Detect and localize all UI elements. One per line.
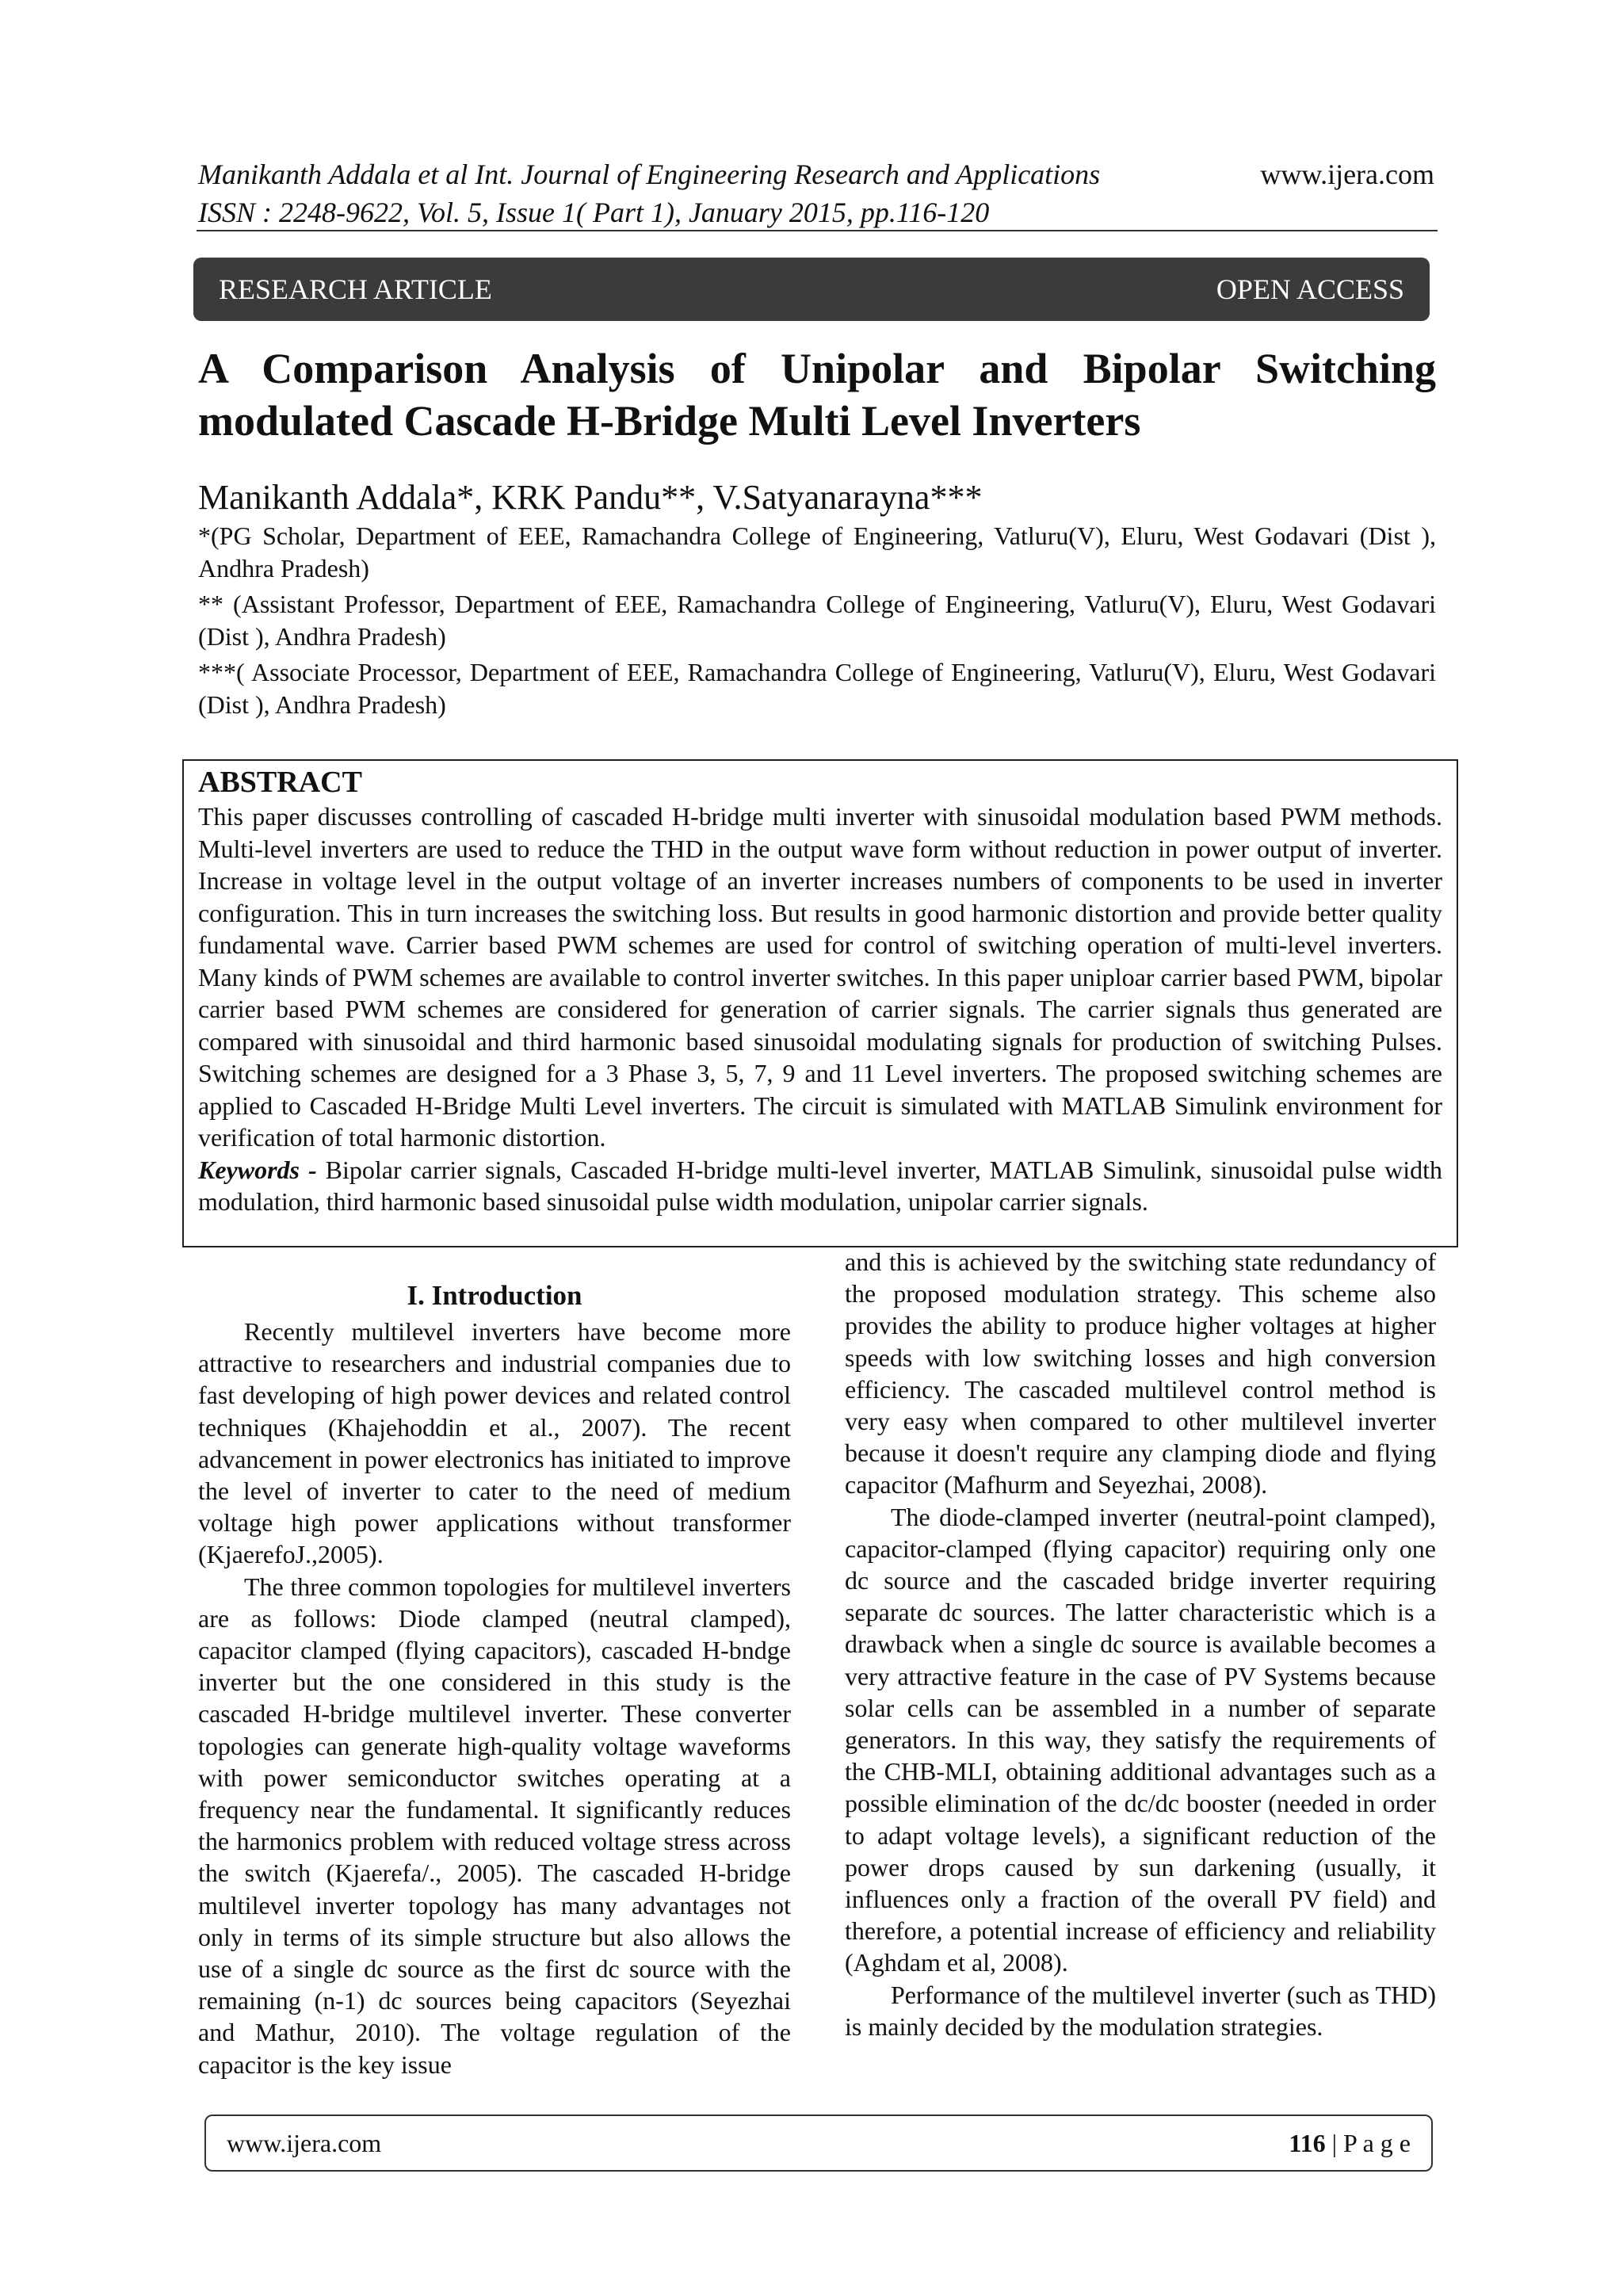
affiliations (198, 520, 1436, 724)
header-website[interactable]: www.ijera.com (1260, 159, 1434, 190)
right-column (845, 1246, 1436, 2042)
author-list: Manikanth Addala*, KRK Pandu**, V.Satyanarayna*** (198, 478, 983, 517)
article-type-banner (193, 258, 1430, 321)
affiliation-3: ***( Associate Processor, Department of EEE, Ramachandra College of Engineering, Vatluru(V), Eluru, West Godavari (Dist ), Andhra Pradesh) (198, 658, 1436, 719)
open-access-label: OPEN ACCESS (1216, 273, 1404, 305)
keywords-label: Keywords - (198, 1155, 317, 1184)
page-label: | P a g e (1325, 2128, 1411, 2157)
keywords-text: Bipolar carrier signals, Cascaded H-bridge multi-level inverter, MATLAB Simulink, sinusoidal pulse width modulation, third harmonic based sinusoidal pulse width modulation, unipolar carrier signals. (198, 1155, 1443, 1216)
paragraph: Recently multilevel inverters have become more attractive to researchers and industrial companies due to fast developing of high power devices and related control techniques (Khajehoddin et al., 2007). The recent advancement in power electronics has initiated to improve the level of inverter to cater to the need of medium voltage high power applications without transformer (KjaerefoJ.,2005). (198, 1317, 791, 1569)
page-number: 116 (1289, 2128, 1326, 2157)
running-header (198, 155, 1100, 231)
affiliation-2: ** (Assistant Professor, Department of EEE, Ramachandra College of Engineering, Vatluru(V), Eluru, West Godavari (Dist ), Andhra Pradesh) (198, 590, 1436, 651)
abstract-box (182, 759, 1458, 1247)
affiliation-1: *(PG Scholar, Department of EEE, Ramachandra College of Engineering, Vatluru(V), Eluru, West Godavari (Dist ), Andhra Pradesh) (198, 521, 1436, 583)
footer-website[interactable]: www.ijera.com (227, 2128, 382, 2157)
left-column (198, 1278, 791, 2080)
journal-line: Manikanth Addala et al Int. Journal of Engineering Research and Applications (198, 159, 1101, 190)
abstract-text: This paper discusses controlling of cascaded H-bridge multi inverter with sinusoidal modulation based PWM methods. Multi-level inverters are used to reduce the THD in the output wave form without reduction in power output of inverter. Increase in voltage level in the output voltage of an inverter increases numbers of components to be used in inverter configuration. This in turn increases the switching loss. But results in good harmonic distortion and provide better quality fundamental wave. Carrier based PWM schemes are used for control of switching operation of multi-level inverters. Many kinds of PWM schemes are available to control inverter switches. In this paper uniploar carrier based PWM, bipolar carrier based PWM schemes are considered for generation of carrier signals. The carrier signals thus generated are compared with sinusoidal and third harmonic based sinusoidal modulating signals for production of switching Pulses. Switching schemes are designed for a 3 Phase 3, 5, 7, 9 and 11 Level inverters. The proposed switching schemes are applied to Cascaded H-Bridge Multi Level inverters. The circuit is simulated with MATLAB Simulink environment for verification of total harmonic distortion. (198, 802, 1442, 1152)
paper-title: A Comparison Analysis of Unipolar and Bipolar Switching modulated Cascade H-Bridge Multi Level Inverters (198, 345, 1436, 445)
paragraph: The three common topologies for multilevel inverters are as follows: Diode clamped (neutral clamped), capacitor clamped (flying capacitors), cascaded H-bndge inverter but the one considered in this study is the cascaded H-bridge multilevel inverter. These converter topologies can generate high-quality voltage waveforms with power semiconductor switches operating at a frequency near the fundamental. It significantly reduces the harmonics problem with reduced voltage stress across the switch (Kjaerefa/., 2005). The cascaded H-bridge multilevel inverter topology has many advantages not only in terms of its simple structure but also allows the use of a single dc source as the first dc source with the remaining (n-1) dc sources being capacitors (Seyezhai and Mathur, 2010). The voltage regulation of the capacitor is the key issue (198, 1572, 791, 2079)
header-rule (197, 230, 1438, 231)
paragraph: Performance of the multilevel inverter (such as THD) is mainly decided by the modulation strategies. (845, 1980, 1436, 2041)
keywords (198, 1154, 1442, 1218)
page-footer (204, 2115, 1433, 2172)
abstract-heading: ABSTRACT (198, 766, 362, 799)
research-article-label: RESEARCH ARTICLE (219, 273, 492, 305)
page-indicator (1289, 2129, 1411, 2158)
paragraph: The diode-clamped inverter (neutral-point clamped), capacitor-clamped (flying capacitor) requiring only one dc source and the cascaded bridge inverter requiring separate dc sources. The latter characteristic which is a drawback when a single dc source is available becomes a very attractive feature in the case of PV Systems because solar cells can be assembled in a number of separate generators. In this way, they satisfy the requirements of the CHB-MLI, obtaining additional advantages such as a possible elimination of the dc/dc booster (needed in order to adapt voltage levels), a significant reduction of the power drops caused by sun darkening (usually, it influences only a fraction of the overall PV field) and therefore, a potential increase of efficiency and reliability (Aghdam et al, 2008). (845, 1502, 1436, 1977)
paragraph: and this is achieved by the switching state redundancy of the proposed modulation strategy. This scheme also provides the ability to produce higher voltages at higher speeds with low switching losses and high conversion efficiency. The cascaded multilevel control method is very easy when compared to other multilevel inverter because it doesn't require any clamping diode and flying capacitor (Mafhurm and Seyezhai, 2008). (845, 1247, 1436, 1499)
section-heading-introduction: I. Introduction (407, 1280, 582, 1311)
issn-line: ISSN : 2248-9622, Vol. 5, Issue 1( Part 1), January 2015, pp.116-120 (198, 197, 990, 228)
